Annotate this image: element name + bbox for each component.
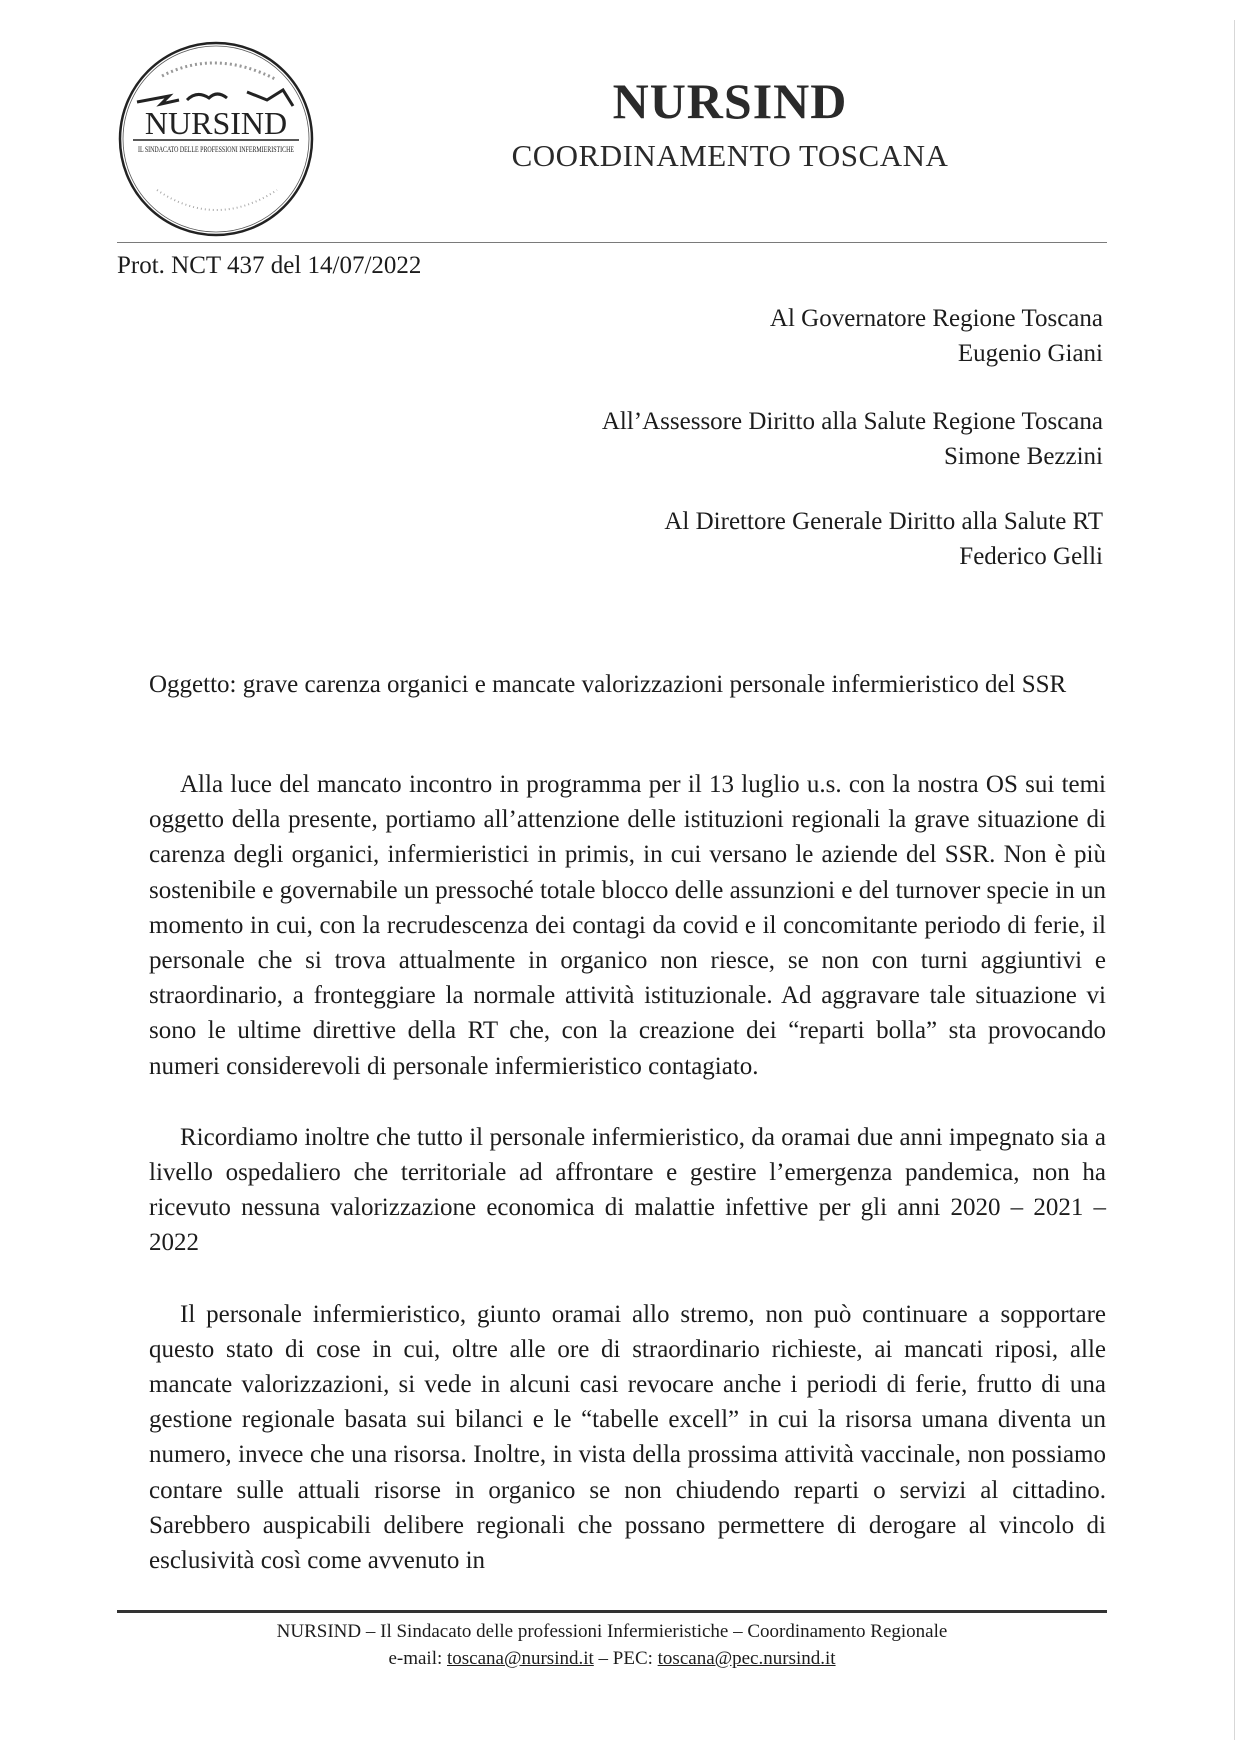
footer-contact-line bbox=[117, 1645, 1107, 1672]
recipient-name: Simone Bezzini bbox=[944, 443, 1103, 470]
page-edge-line bbox=[1234, 20, 1235, 1740]
body-paragraph: Ricordiamo inoltre che tutto il personale infermieristico, da oramai due anni impegnato sia a livello ospedaliero che territoriale ad affrontare e gestire l’emergenza pandemica, non ha ricevuto nessuna valorizzazione economica di malattie infettive per gli anni 2020 – 2021 – 2022 bbox=[149, 1123, 1106, 1257]
footer-rule bbox=[117, 1610, 1107, 1613]
body-paragraph: Alla luce del mancato incontro in programma per il 13 luglio u.s. con la nostra OS sui temi oggetto della presente, portiamo all’attenzione delle istituzioni regionali la grave situazione di carenza degli organici, infermieristici in primis, in cui versano le aziende del SSR. Non è più sostenibile e governabile un pressoché totale blocco delle assunzioni e del turnover specie in un momento in cui, con la recrudescenza dei contagi da covid e il concomitante periodo di ferie, il personale che si trova attualmente in organico non riesce, se non con turni aggiuntivi e straordinario, a fronteggiare la normale attività istituzionale. Ad aggravare tale situazione vi sono le ultime direttive della RT che, con la creazione dei “reparti bolla” sta provocando numeri considerevoli di personale infermieristico contagiato. bbox=[149, 771, 1106, 1080]
brand-subtitle: COORDINAMENTO TOSCANA bbox=[511, 138, 949, 173]
footer-email-link[interactable]: toscana@nursind.it bbox=[447, 1648, 594, 1669]
letter-subject: Oggetto: grave carenza organici e mancate valorizzazioni personale infermieristico del SSR bbox=[149, 671, 1067, 698]
footer-email-label: e-mail: bbox=[388, 1648, 447, 1669]
recipient-role: Al Direttore Generale Diritto alla Salute RT bbox=[664, 508, 1103, 535]
brand-title: NURSIND bbox=[612, 73, 848, 129]
footer-pec-label: – PEC: bbox=[593, 1648, 658, 1669]
recipient-role: Al Governatore Regione Toscana bbox=[769, 305, 1103, 332]
recipient-block bbox=[770, 301, 1103, 371]
recipient-block bbox=[664, 504, 1103, 574]
footer-org-line: NURSIND – Il Sindacato delle professioni Infermieristiche – Coordinamento Regionale bbox=[276, 1621, 948, 1642]
logo-ring-text: IL SINDACATO DELLE PROFESSIONI INFERMIERISTICHE bbox=[138, 145, 295, 154]
letter-body bbox=[149, 767, 1106, 1614]
header-rule bbox=[117, 242, 1107, 243]
recipient-name: Federico Gelli bbox=[959, 543, 1103, 570]
recipient-block bbox=[602, 404, 1103, 474]
protocol-number: Prot. NCT 437 del 14/07/2022 bbox=[117, 252, 422, 279]
nursind-logo bbox=[117, 40, 315, 238]
page-footer bbox=[117, 1618, 1107, 1672]
body-paragraph: Il personale infermieristico, giunto oramai allo stremo, non può continuare a sopportare questo stato di cose in cui, oltre alle ore di straordinario richieste, ai mancati riposi, alle mancate valorizzazioni, si vede in alcuni casi revocare anche i periodi di ferie, frutto di una gestione regionale basata sui bilanci e le “tabelle excell” in cui la risorsa umana diventa un numero, invece che una risorsa. Inoltre, in vista della prossima attività vaccinale, non possiamo contare sulle attuali risorse in organico se non chiudendo reparti o servizi al cittadino. Sarebbero auspicabili delibere regionali che possano permettere di derogare al vincolo di esclusività così come avvenuto in bbox=[149, 1300, 1106, 1575]
recipient-name: Eugenio Giani bbox=[957, 340, 1103, 367]
logo-name-text: NURSIND bbox=[144, 105, 288, 141]
footer-pec-link[interactable]: toscana@pec.nursind.it bbox=[657, 1648, 836, 1669]
recipient-role: All’Assessore Diritto alla Salute Regione Toscana bbox=[601, 408, 1103, 435]
